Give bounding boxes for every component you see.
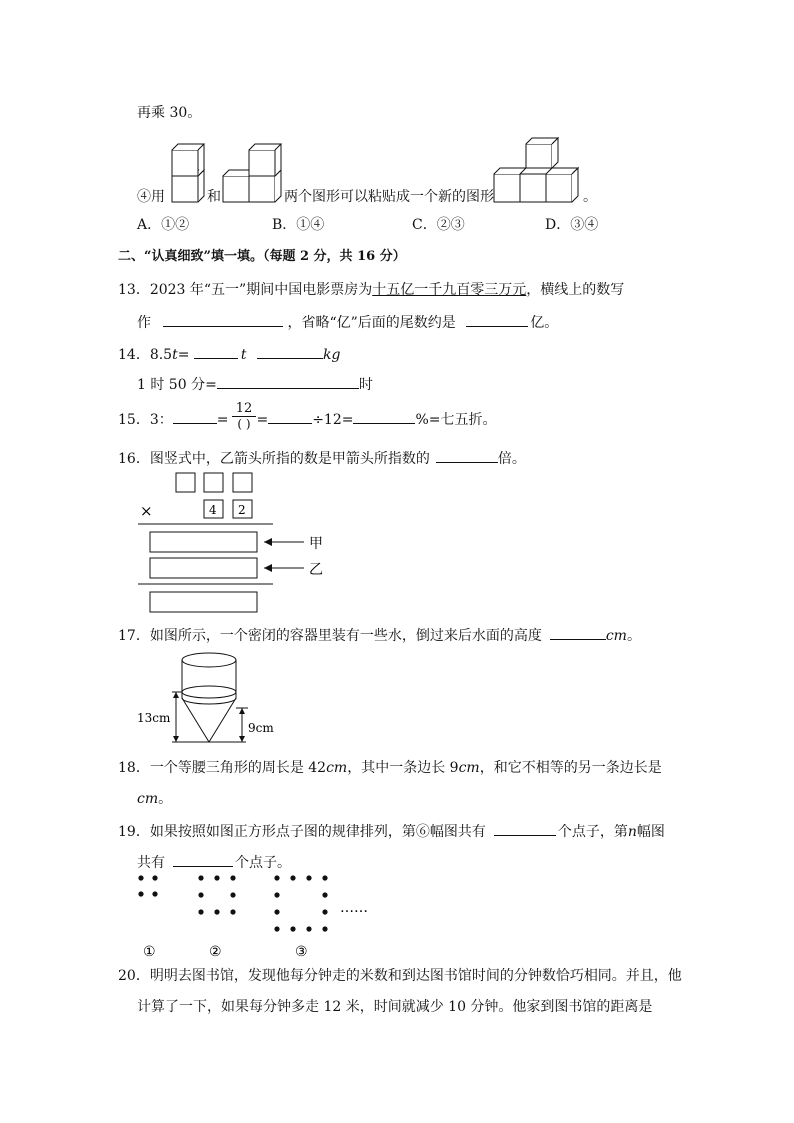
choice-b: B．①④ xyxy=(272,217,325,233)
q18-line2: cm。 xyxy=(137,791,173,807)
label-fig-1: ① xyxy=(143,944,156,960)
choice-a: A．①② xyxy=(137,217,190,233)
q15-blank-3[interactable] xyxy=(353,411,415,424)
digit-2: 2 xyxy=(238,503,246,517)
choice-d: D．③④ xyxy=(545,217,599,233)
times-sign: × xyxy=(140,502,153,520)
fraction-denominator: ( ) xyxy=(232,416,256,431)
q17-blank[interactable] xyxy=(550,627,606,640)
q12-opt4-post: 两个图形可以粘贴成一个新的图形 xyxy=(284,189,494,205)
fraction-numerator: 12 xyxy=(235,401,253,416)
label-fig-3: ③ xyxy=(295,944,308,960)
q20-line1: 20．明明去图书馆，发现他每分钟走的米数和到达图书馆时间的分钟数恰巧相同。并且，他 xyxy=(118,968,682,984)
q15-fraction xyxy=(232,402,256,431)
q19-blank-1[interactable] xyxy=(494,823,556,836)
q15-line: 15．3： = = ÷12= %=七五折。 xyxy=(118,412,497,428)
q17-line: 17．如图所示，一个密闭的容器里装有一些水，倒过来后水面的高度 cm。 xyxy=(118,628,641,644)
q14-line2: 1 时 50 分= 时 xyxy=(137,377,373,393)
choice-c: C．②③ xyxy=(412,217,465,233)
dots-ellipsis: …… xyxy=(340,900,368,916)
label-9cm: 9cm xyxy=(248,721,274,735)
container-diagram xyxy=(136,650,286,748)
dot-patterns xyxy=(135,872,395,962)
q12-opt4-mid: 和 xyxy=(207,189,221,205)
q14-blank-3[interactable] xyxy=(217,376,359,389)
q12-opt4-pre: ④用 xyxy=(137,189,165,205)
q14-line1: 14．8.5t= t kg xyxy=(118,347,341,363)
cube-figure-1 xyxy=(170,140,210,206)
digit-4: 4 xyxy=(209,503,217,517)
q19-line1: 19．如果按照如图正方形点子图的规律排列，第⑥幅图共有 个点子，第n幅图 xyxy=(118,824,665,840)
cube-figure-2 xyxy=(221,140,287,206)
section-2-heading: 二、“认真细致”填一填。（每题 2 分，共 16 分） xyxy=(118,249,406,264)
q12-opt4-end: 。 xyxy=(583,189,597,205)
q13-blank-2[interactable] xyxy=(466,314,528,327)
label-yi: 乙 xyxy=(309,562,323,578)
label-jia: 甲 xyxy=(309,536,323,552)
q16-line: 16．图竖式中，乙箭头所指的数是甲箭头所指数的 倍。 xyxy=(118,451,526,467)
q19-line2: 共有 个点子。 xyxy=(137,855,291,871)
q18-line1: 18．一个等腰三角形的周长是 42cm，其中一条边长 9cm，和它不相等的另一条边长是 xyxy=(118,760,662,776)
q15-blank-2[interactable] xyxy=(268,411,312,424)
q14-blank-2[interactable] xyxy=(257,346,323,359)
multiplication-diagram xyxy=(138,470,338,620)
q12-tail: 再乘 30。 xyxy=(137,105,202,121)
q13-blank-1[interactable] xyxy=(163,314,283,327)
label-13cm: 13cm xyxy=(137,711,171,725)
q14-blank-1[interactable] xyxy=(194,346,238,359)
q19-blank-2[interactable] xyxy=(173,854,233,867)
q16-blank[interactable] xyxy=(436,450,498,463)
q13-line1: 13．2023 年“五一”期间中国电影票房为十五亿一千九百零三万元，横线上的数写 xyxy=(118,282,625,298)
q15-blank-1[interactable] xyxy=(173,411,217,424)
q13-line2: 作 ，省略“亿”后面的尾数约是 亿。 xyxy=(137,315,559,331)
cube-figure-3 xyxy=(492,130,584,206)
q20-line2: 计算了一下，如果每分钟多走 12 米，时间就减少 10 分钟。他家到图书馆的距离是 xyxy=(137,999,653,1015)
label-fig-2: ② xyxy=(209,944,222,960)
